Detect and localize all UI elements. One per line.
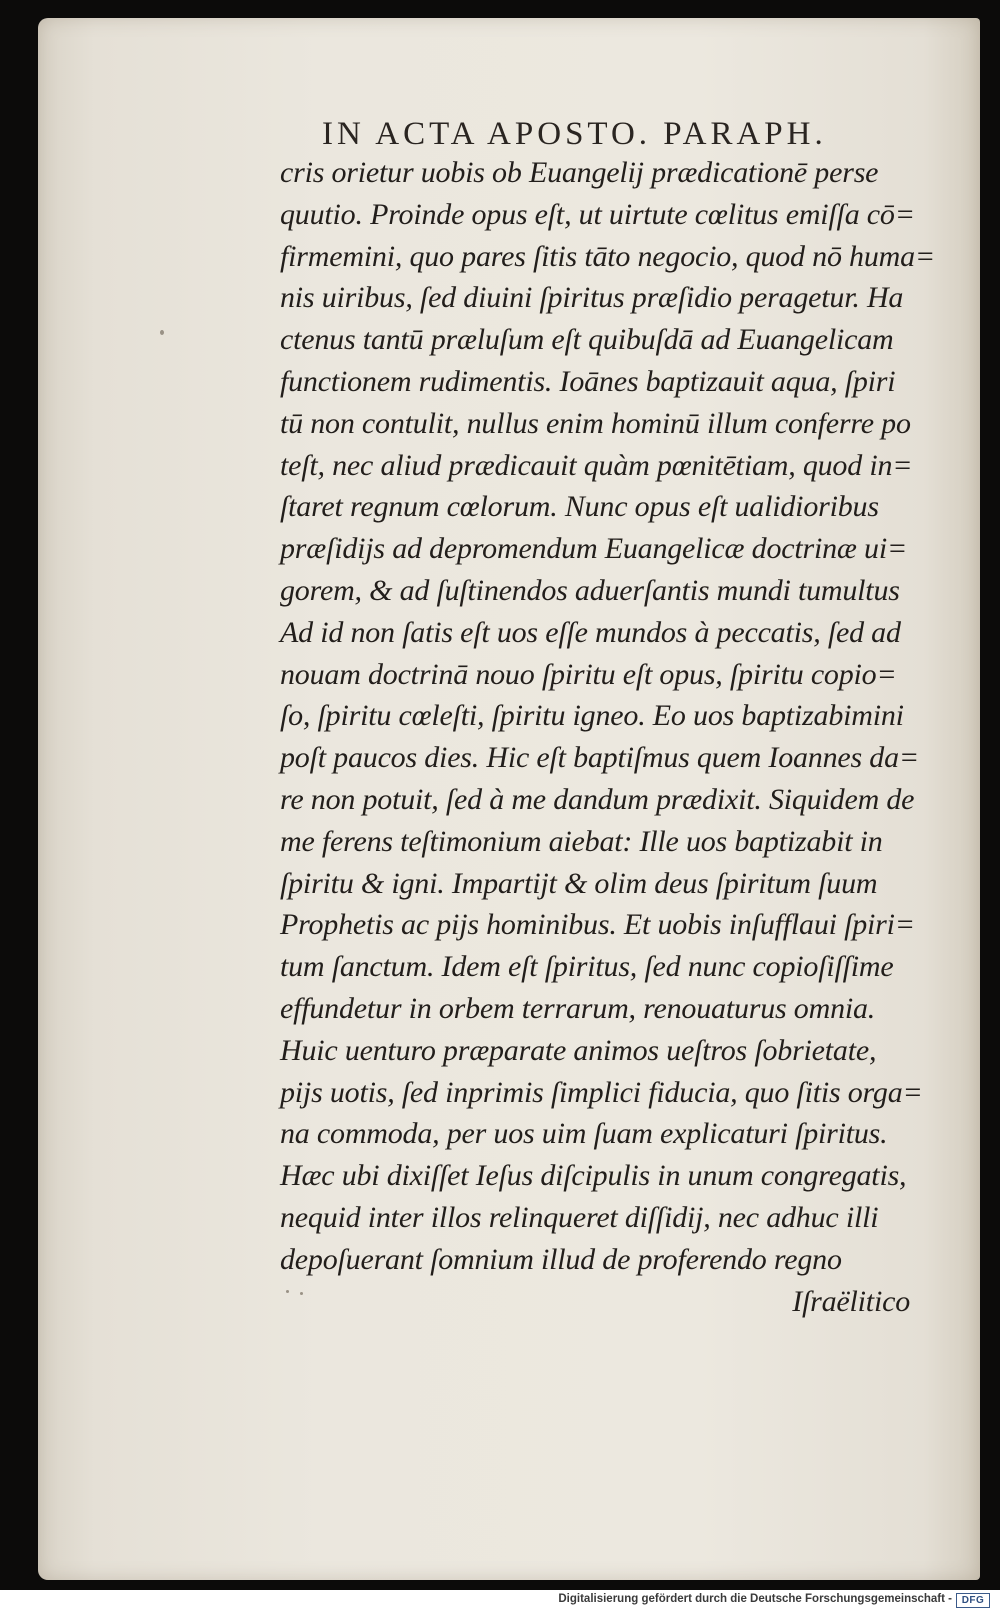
text-line: nis uiribus, ſed diuini ſpiritus præſidio peragetur. Ha	[280, 281, 904, 315]
text-line: tū non contulit, nullus enim hominū illum conferre po	[280, 406, 911, 440]
text-line: nouam doctrinā nouo ſpiritu eſt opus, ſpiritu copio=	[280, 657, 897, 691]
text-line: quutio. Proinde opus eſt, ut uirtute cœlitus emiſſa cō=	[280, 197, 915, 231]
text-line: ſtaret regnum cœlorum. Nunc opus eſt ualidioribus	[280, 490, 879, 524]
text-line: ſpiritu & igni. Impartijt & olim deus ſpiritum ſuum	[280, 866, 878, 900]
text-line: Hæc ubi dixiſſet Ieſus diſcipulis in unum congregatis,	[280, 1159, 907, 1193]
dfg-logo-icon: DFG	[956, 1593, 990, 1608]
text-line: gorem, & ad ſuſtinendos aduerſantis mundi tumultus	[280, 573, 900, 607]
text-line: re non potuit, ſed à me dandum prædixit. Siquidem de	[280, 782, 915, 816]
text-line: nequid inter illos relinqueret diſſidij, nec adhuc illi	[280, 1200, 879, 1234]
ink-speck	[160, 330, 164, 335]
footer-bar	[0, 1591, 1000, 1612]
text-line: Ad id non ſatis eſt uos eſſe mundos à peccatis, ſed ad	[280, 615, 901, 649]
text-line: tum ſanctum. Idem eſt ſpiritus, ſed nunc copioſiſſime	[280, 950, 894, 984]
running-head: IN ACTA APOSTO. PARAPH.	[322, 116, 827, 152]
text-line: pijs uotis, ſed inprimis ſimplici fiducia, quo ſitis orga=	[280, 1075, 923, 1109]
text-line: na commoda, per uos uim ſuam explicaturi ſpiritus.	[280, 1117, 888, 1151]
text-line: effundetur in orbem terrarum, renouaturus omnia.	[280, 991, 876, 1025]
text-line: poſt paucos dies. Hic eſt baptiſmus quem Ioannes da=	[280, 741, 919, 775]
text-line: ctenus tantū præluſum eſt quibuſdā ad Euangelicam	[280, 323, 894, 357]
text-line: teſt, nec aliud prædicauit quàm pœnitētiam, quod in=	[280, 448, 913, 482]
text-line: firmemini, quo pares ſitis tāto negocio, quod nō huma=	[280, 239, 935, 273]
body-text	[280, 152, 940, 1322]
catchword: Iſraëlitico	[792, 1284, 910, 1318]
text-line: depoſuerant ſomnium illud de proferendo regno	[280, 1242, 842, 1276]
digitization-credit: Digitalisierung gefördert durch die Deutsche Forschungsgemeinschaft -	[558, 1593, 952, 1605]
text-line: ſo, ſpiritu cœleſti, ſpiritu igneo. Eo uos baptizabimini	[280, 699, 904, 733]
text-line: cris orietur uobis ob Euangelij prædicationē perse	[280, 156, 879, 189]
text-line: præſidijs ad depromendum Euangelicæ doctrinæ ui=	[280, 532, 908, 566]
text-line: Prophetis ac pijs hominibus. Et uobis inſufflaui ſpiri=	[280, 908, 915, 942]
text-line: functionem rudimentis. Ioānes baptizauit aqua, ſpiri	[280, 364, 896, 398]
text-line: me ferens teſtimonium aiebat: Ille uos baptizabit in	[280, 824, 883, 858]
text-line: Huic uenturo præparate animos ueſtros ſobrietate,	[280, 1033, 877, 1067]
